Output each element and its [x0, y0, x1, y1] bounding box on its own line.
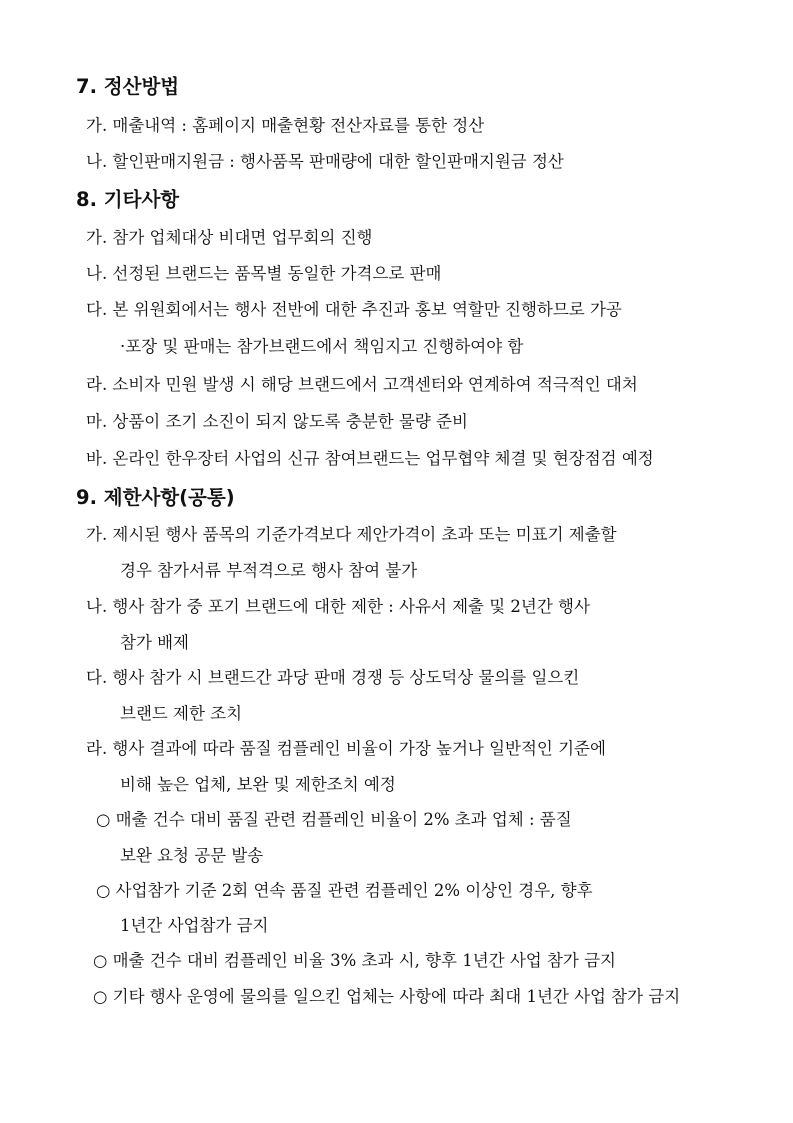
bullet-9-complaint-2pct-line1: ○ 매출 건수 대비 품질 관련 컴플레인 비율이 2% 초과 업체 : 품질 [96, 810, 572, 829]
item-8-ra: 라. 소비자 민원 발생 시 해당 브랜드에서 고객센터와 연계하여 적극적인 대처 [86, 375, 638, 394]
bullet-9-consecutive-line2: 1년간 사업참가 금지 [120, 916, 269, 935]
item-7-na: 나. 할인판매지원금 : 행사품목 판매량에 대한 할인판매지원금 정산 [86, 152, 564, 171]
bullet-9-complaint-2pct-line2: 보완 요청 공문 발송 [120, 846, 264, 865]
section-heading-7: 7. 정산방법 [76, 75, 180, 98]
item-8-na: 나. 선정된 브랜드는 품목별 동일한 가격으로 판매 [86, 264, 442, 283]
item-9-ra-line2: 비해 높은 업체, 보완 및 제한조치 예정 [120, 775, 396, 794]
item-8-ga: 가. 참가 업체대상 비대면 업무회의 진행 [86, 228, 373, 247]
item-9-na-line2: 참가 배제 [120, 633, 190, 652]
item-9-na-line1: 나. 행사 참가 중 포기 브랜드에 대한 제한 : 사유서 제출 및 2년간 행사 [86, 597, 590, 616]
item-9-da-line2: 브랜드 제한 조치 [120, 704, 243, 723]
item-7-ga: 가. 매출내역 : 홈페이지 매출현황 전산자료를 통한 정산 [86, 116, 485, 135]
item-8-da-line2: ·포장 및 판매는 참가브랜드에서 책임지고 진행하여야 함 [120, 337, 524, 356]
section-heading-9: 9. 제한사항(공통) [76, 486, 235, 509]
bullet-9-consecutive-line1: ○ 사업참가 기준 2회 연속 품질 관련 컴플레인 2% 이상인 경우, 향후 [96, 881, 593, 900]
bullet-9-complaint-3pct: ○ 매출 건수 대비 컴플레인 비율 3% 초과 시, 향후 1년간 사업 참가 금지 [93, 951, 616, 970]
item-9-ga-line2: 경우 참가서류 부적격으로 행사 참여 불가 [120, 561, 418, 580]
item-9-ga-line1: 가. 제시된 행사 품목의 기준가격보다 제안가격이 초과 또는 미표기 제출할 [86, 525, 617, 544]
item-8-da-line1: 다. 본 위원회에서는 행사 전반에 대한 추진과 홍보 역할만 진행하므로 가공 [86, 300, 622, 319]
bullet-9-other-misconduct: ○ 기타 행사 운영에 물의를 일으킨 업체는 사항에 따라 최대 1년간 사업 참가 금지 [93, 987, 681, 1006]
item-9-ra-line1: 라. 행사 결과에 따라 품질 컴플레인 비율이 가장 높거나 일반적인 기준에 [86, 739, 606, 758]
item-9-da-line1: 다. 행사 참가 시 브랜드간 과당 판매 경쟁 등 상도덕상 물의를 일으킨 [86, 668, 580, 687]
item-8-ba: 바. 온라인 한우장터 사업의 신규 참여브랜드는 업무협약 체결 및 현장점검 예정 [86, 449, 654, 468]
item-8-ma: 마. 상품이 조기 소진이 되지 않도록 충분한 물량 준비 [86, 412, 468, 431]
section-heading-8: 8. 기타사항 [76, 188, 180, 211]
